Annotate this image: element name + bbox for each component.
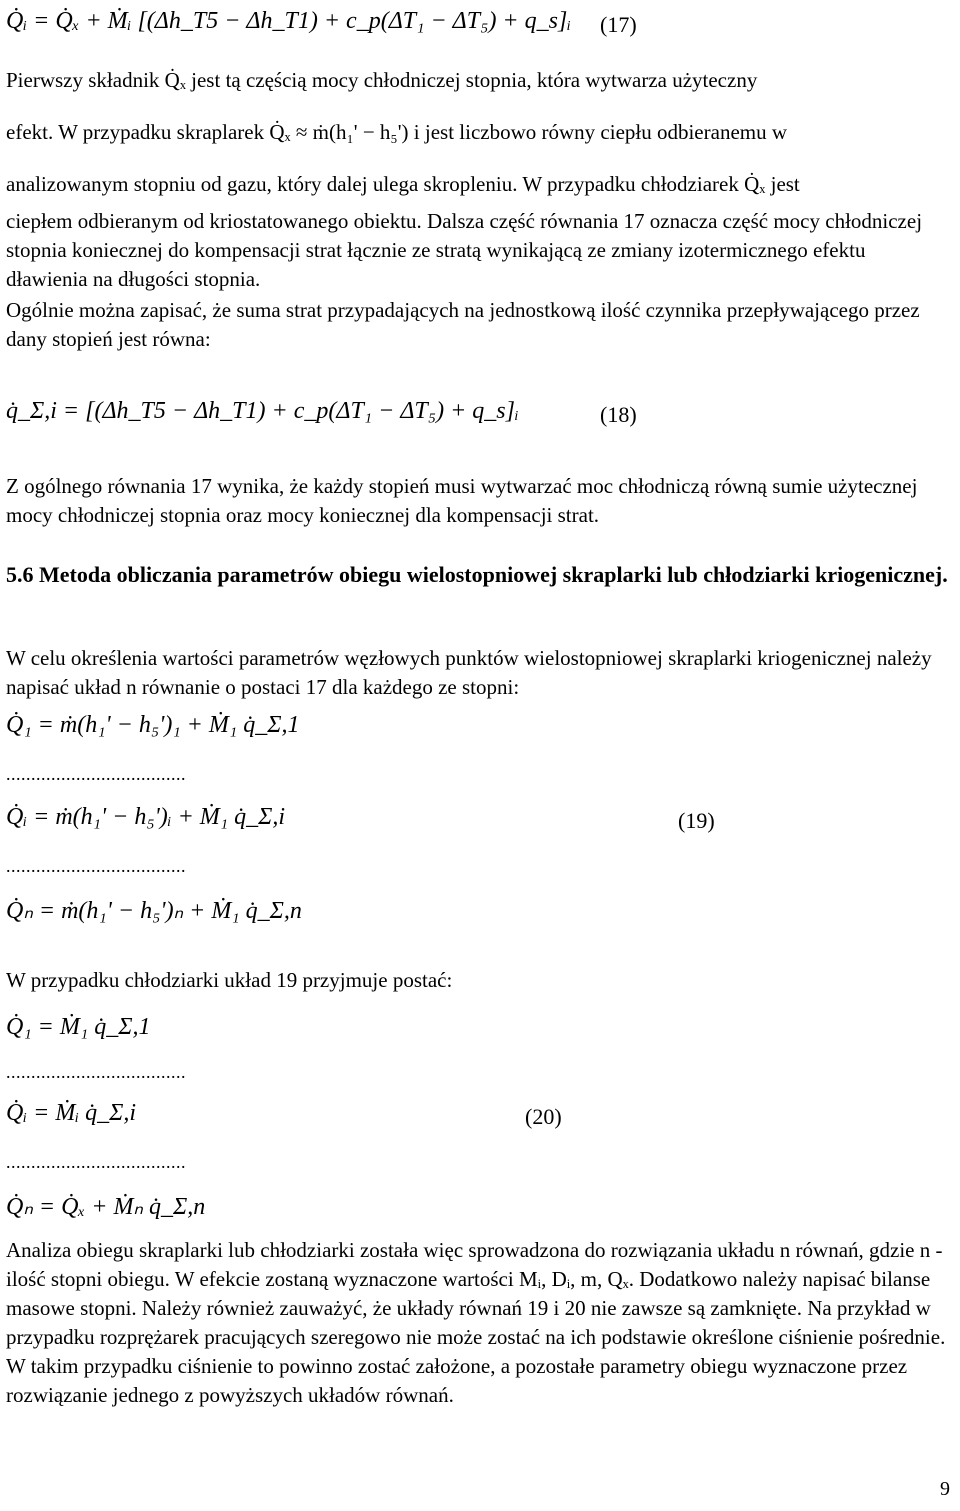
equation-19-line-1: Q̇₁ = ṁ(h₁' − h₅')₁ + Ṁ₁ q̇_Σ,1 — [6, 712, 300, 738]
ellipsis-row: .................................... — [6, 764, 186, 784]
paragraph-1-line-3: analizowanym stopniu od gazu, który dalej ulega skropleniu. W przypadku chłodziarek Q̇ₓ jest — [6, 172, 800, 196]
paragraph-3: Z ogólnego równania 17 wynika, że każdy stopień musi wytwarzać moc chłodniczą równą sumie użytecznej mocy chłodniczej stopnia oraz mocy koniecznej dla kompensacji strat. — [6, 474, 918, 527]
paragraph-1-line-1: Pierwszy składnik Q̇ₓ jest tą częścią mocy chłodniczej stopnia, która wytwarza użyteczny — [6, 68, 758, 92]
paragraph-1-line-2: efekt. W przypadku skraplarek Q̇ₓ ≈ ṁ(h₁' − h₅') i jest liczbowo równy ciepłu odbieranemu w — [6, 120, 788, 144]
equation-20-line-i: Q̇ᵢ = Ṁᵢ q̇_Σ,i — [6, 1100, 137, 1126]
paragraph-5: W przypadku chłodziarki układ 19 przyjmuje postać: — [6, 968, 453, 992]
equation-19-line-i: Q̇ᵢ = ṁ(h₁' − h₅')ᵢ + Ṁ₁ q̇_Σ,i — [6, 804, 286, 830]
ellipsis-row: .................................... — [6, 1152, 186, 1172]
equation-20-line-1: Q̇₁ = Ṁ₁ q̇_Σ,1 — [6, 1014, 151, 1040]
equation-19-line-n: Q̇ₙ = ṁ(h₁' − h₅')ₙ + Ṁ₁ q̇_Σ,n — [6, 898, 302, 924]
equation-20-line-n: Q̇ₙ = Q̇ₓ + Ṁₙ q̇_Σ,n — [6, 1194, 206, 1220]
section-heading: 5.6 Metoda obliczania parametrów obiegu wielostopniowej skraplarki lub chłodziarki kriogenicznej. — [6, 562, 948, 587]
paragraph-2: Ogólnie można zapisać, że suma strat przypadających na jednostkową ilość czynnika przepływającego przez dany stopień jest równa: — [6, 298, 920, 351]
equation-17: Q̇ᵢ = Q̇ₓ + Ṁᵢ [(Δh_T5 − Δh_T1) + c_p(ΔT₁ − ΔT₅) + q_s]ᵢ — [6, 8, 572, 34]
equation-17-number: (17) — [600, 12, 637, 37]
ellipsis-row: .................................... — [6, 856, 186, 876]
equation-20-number: (20) — [525, 1104, 562, 1129]
equation-18: q̇_Σ,i = [(Δh_T5 − Δh_T1) + c_p(ΔT₁ − ΔT₅) + q_s]ᵢ — [6, 398, 519, 424]
paragraph-4: W celu określenia wartości parametrów węzłowych punktów wielostopniowej skraplarki kriogenicznej należy napisać układ n równanie o postaci 17 dla każdego ze stopni: — [6, 646, 932, 699]
ellipsis-row: .................................... — [6, 1062, 186, 1082]
equation-18-number: (18) — [600, 402, 637, 427]
paragraph-1-rest: ciepłem odbieranym od kriostatowanego obiektu. Dalsza część równania 17 oznacza część mocy chłodniczej stopnia koniecznej do kompensacji strat łącznie ze stratą wynikającą ze zmiany izotermicznego efektu dławienia na długości stopnia. — [6, 209, 923, 291]
paragraph-6: Analiza obiegu skraplarki lub chłodziarki została więc sprowadzona do rozwiązania układu n równań, gdzie n - ilość stopni obiegu. W efekcie zostaną wyznaczone wartości Mᵢ, Dᵢ, m, Qₓ. Dodatkowo należy napisać bilanse masowe stopni. Należy również zauważyć, że układy równań 19 i 20 nie zawsze są zamknięte. Na przykład w przypadku rozprężarek pracujących szeregowo nie może zostać na ich podstawie określone ciśnienie pośrednie. W takim przypadku ciśnienie to powinno zostać założone, a pozostałe parametry obiegu wyznaczone przez rozwiązanie jednego z powyższych układów równań. — [6, 1238, 946, 1407]
page-number: 9 — [940, 1478, 950, 1500]
equation-19-number: (19) — [678, 808, 715, 833]
